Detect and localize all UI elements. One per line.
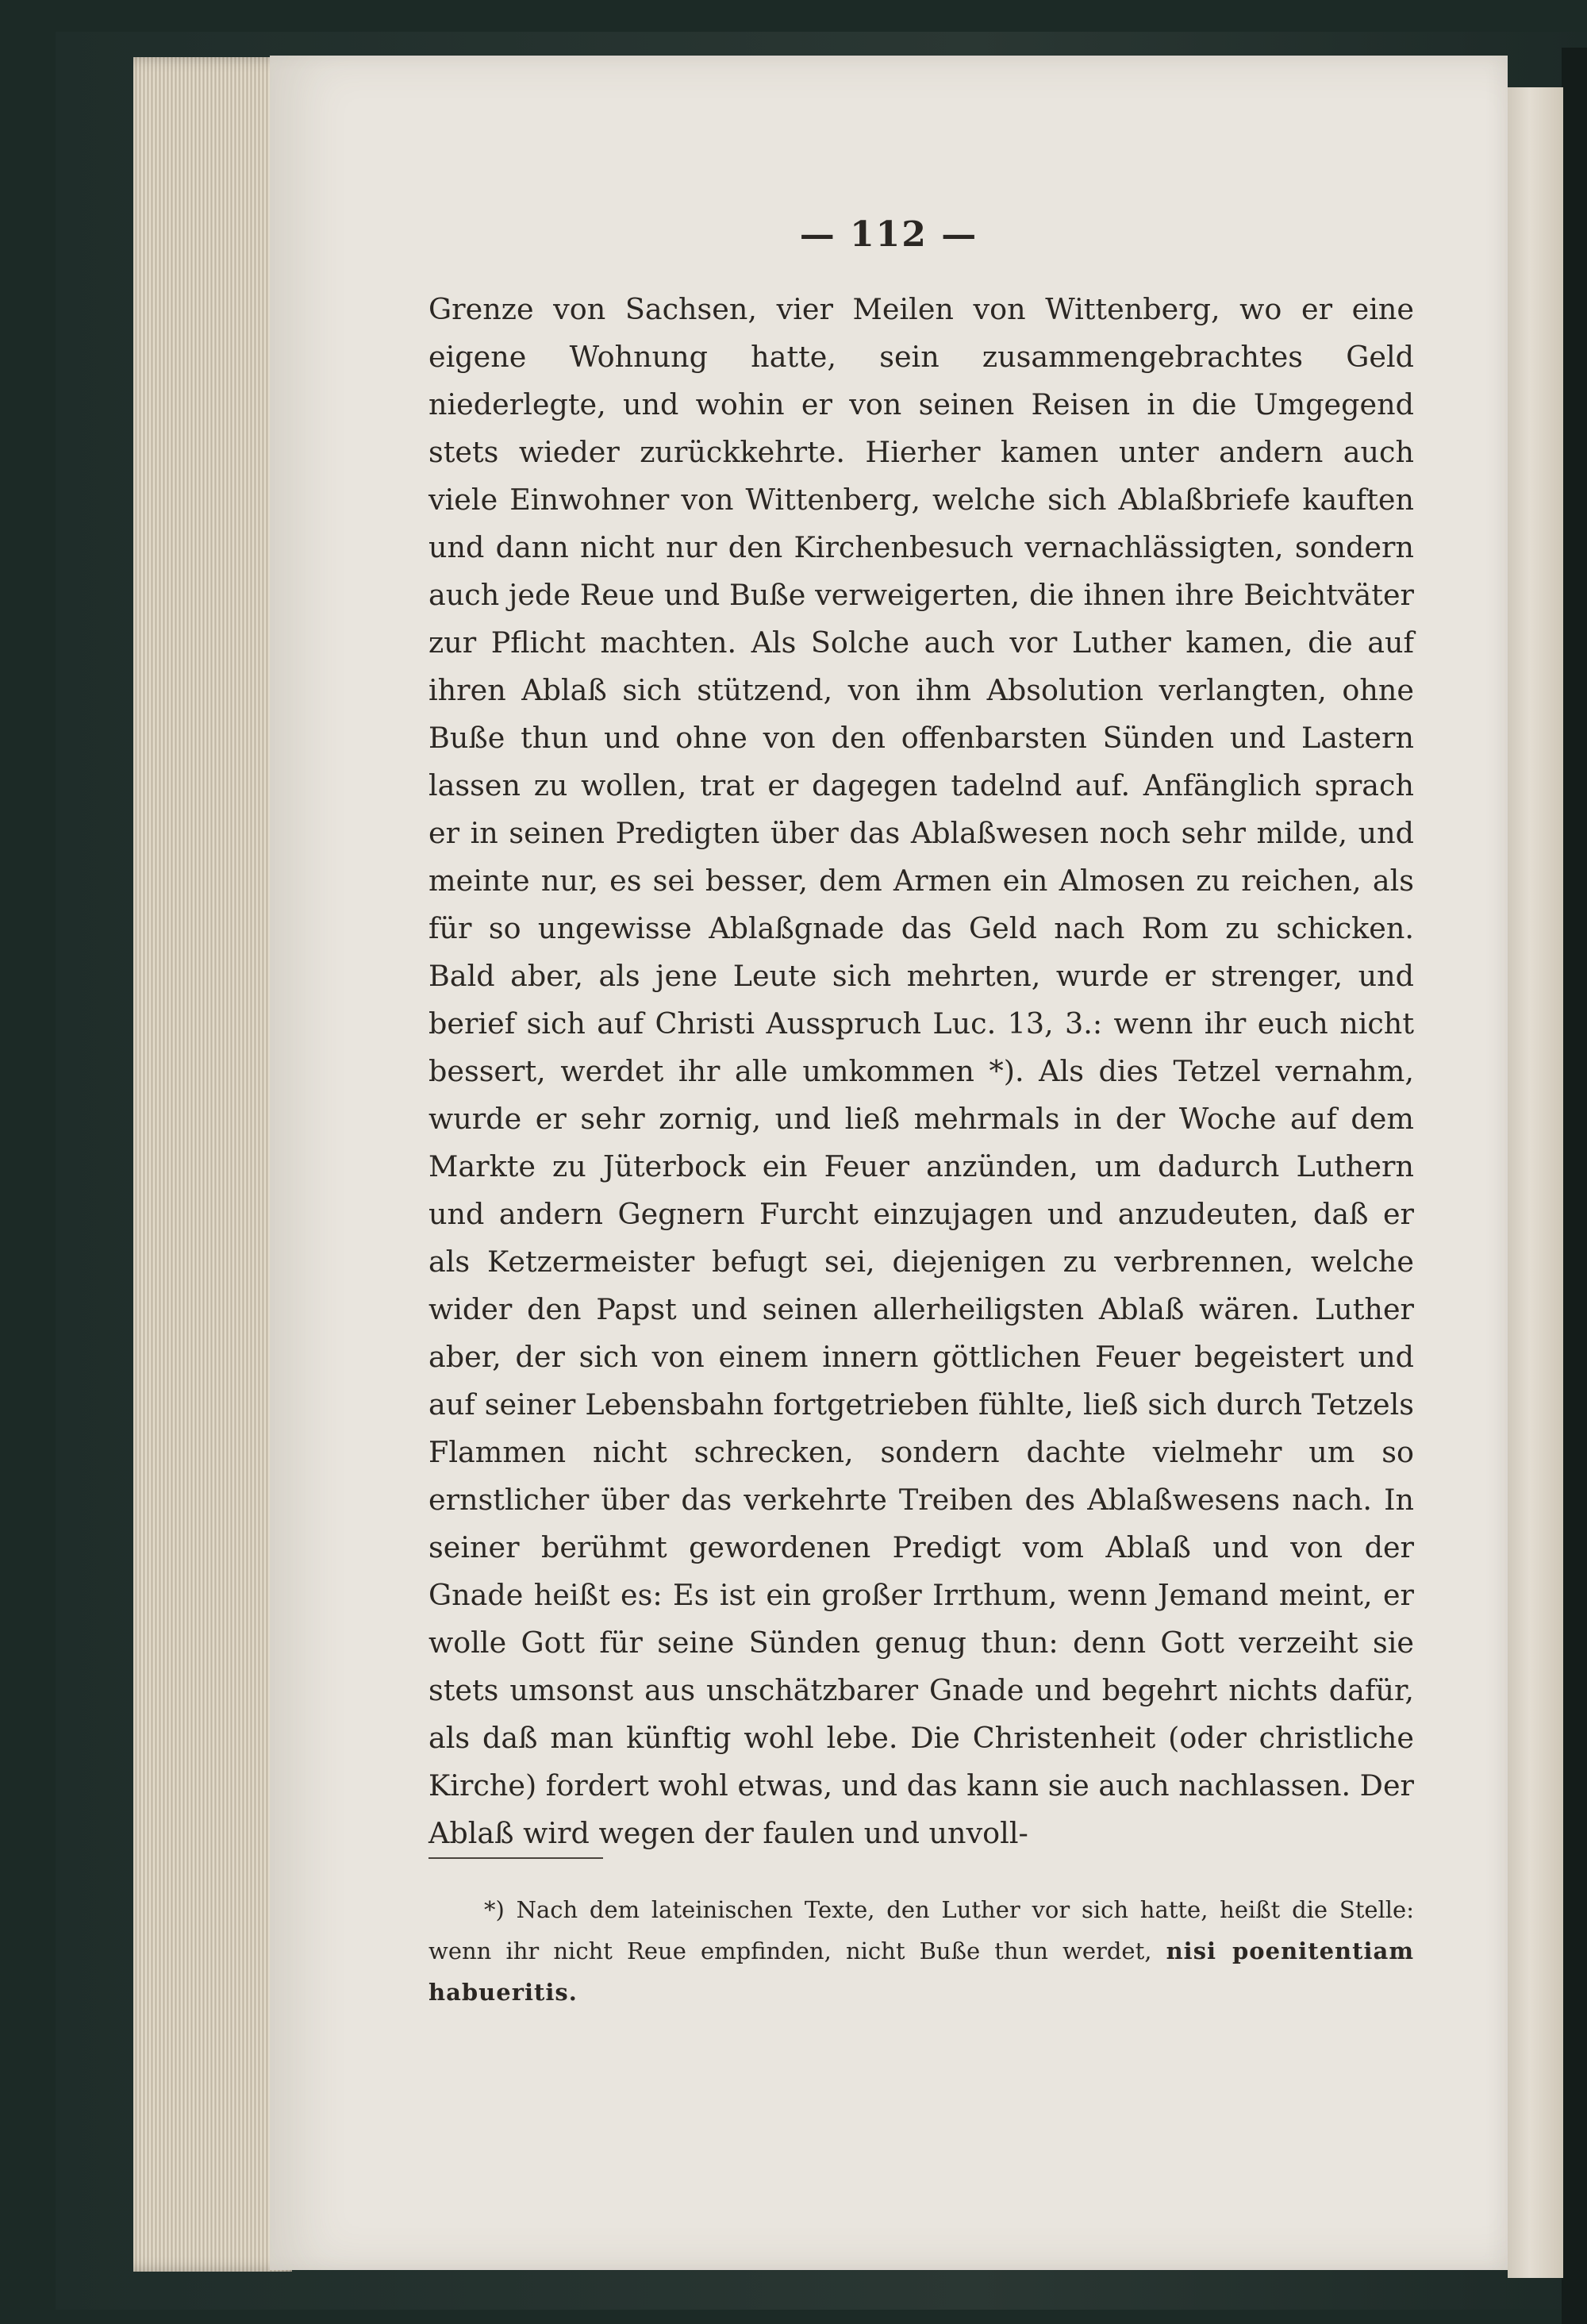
footnote-divider <box>428 1857 603 1859</box>
footnote-latin: nisi poenitentiam habueritis. <box>428 1937 1415 2006</box>
body-text: Grenze von Sachsen, vier Meilen von Wittenberg, wo er eine eigene Wohnung hatte, sein zusammengebrachtes Geld niederlegte, und wohin er von seinen Reisen in die Umgegend stets wieder zurückkehrte. Hierher kamen unter andern auch viele Einwohner von Wittenberg, welche sich Ablaßbriefe kauften und dann nicht nur den Kirchenbesuch vernachlässigten, sondern auch jede Reue und Buße verweigerten, die ihnen ihre Beichtväter zur Pflicht machten. Als Solche auch vor Luther kamen, die auf ihren Ablaß sich stützend, von ihm Absolution verlangten, ohne Buße thun und ohne von den offenbarsten Sünden und Lastern lassen zu wollen, trat er dagegen tadelnd auf. Anfänglich sprach er in seinen Predigten über das Ablaßwesen noch sehr milde, und meinte nur, es sei besser, dem Armen ein Almosen zu reichen, als für so ungewisse Ablaßgnade das Geld nach Rom zu schicken. Bald aber, als jene Leute sich mehrten, wurde er strenger, und berief sich auf Christi Ausspruch Luc. 13, 3.: wenn ihr euch nicht bessert, werdet ihr alle umkommen *). Als dies Tetzel vernahm, wurde er sehr zornig, und ließ mehrmals in der Woche auf dem Markte zu Jüterbock ein Feuer anzünden, um dadurch Luthern und andern Gegnern Furcht einzujagen und anzudeuten, daß er als Ketzermeister befugt sei, diejenigen zu verbrennen, welche wider den Papst und seinen allerheiligsten Ablaß wären. Luther aber, der sich von einem innern göttlichen Feuer begeistert und auf seiner Lebensbahn fortgetrieben fühlte, ließ sich durch Tetzels Flammen nicht schrecken, sondern dachte vielmehr um so ernstlicher über das verkehrte Treiben des Ablaßwesens nach. In seiner berühmt gewordenen Predigt vom Ablaß und von der Gnade heißt es: Es ist ein großer Irrthum, wenn Jemand meint, er wolle Gott für seine Sünden genug thun: denn Gott verzeiht sie stets umsonst aus unschätzbarer Gnade und begehrt nichts dafür, als daß man künftig wohl lebe. Die Christenheit (oder christliche Kirche) fordert wohl etwas, und das kann sie auch nachlassen. Der Ablaß wird wegen der faulen und unvoll- <box>428 292 1414 1850</box>
page-edges <box>133 57 292 2272</box>
footnote-text: *) Nach dem lateinischen Texte, den Luther vor sich hatte, heißt die Stelle: wenn ihr nicht Reue empfinden, nicht Buße thun werdet, <box>428 1896 1414 1964</box>
binding-shadow <box>1562 48 1587 2324</box>
footnote <box>428 1889 1414 2013</box>
page-number: — 112 — <box>799 214 978 255</box>
book-page <box>270 56 1508 2270</box>
facing-page-edge <box>1508 87 1563 2278</box>
